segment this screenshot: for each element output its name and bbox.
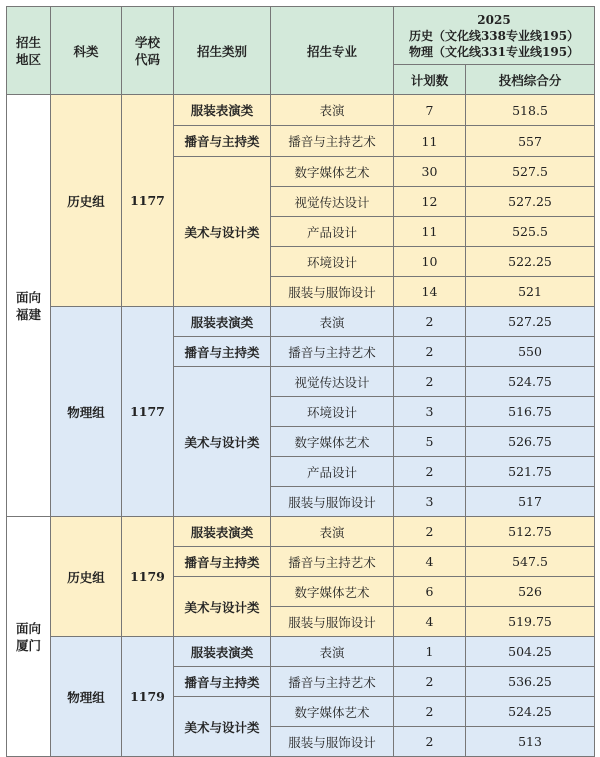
category-cell: 美术与设计类 xyxy=(174,157,271,307)
major-cell: 表演 xyxy=(271,517,394,547)
score-cell: 517 xyxy=(466,487,595,517)
header-score: 投档综合分 xyxy=(466,65,595,95)
header-code: 学校代码 xyxy=(122,7,174,95)
score-cell: 557 xyxy=(466,126,595,157)
category-cell: 播音与主持类 xyxy=(174,337,271,367)
major-cell: 表演 xyxy=(271,95,394,126)
table-row xyxy=(7,517,595,547)
major-cell: 数字媒体艺术 xyxy=(271,427,394,457)
score-cell: 527.5 xyxy=(466,157,595,187)
score-cell: 512.75 xyxy=(466,517,595,547)
major-cell: 数字媒体艺术 xyxy=(271,697,394,727)
category-cell: 播音与主持类 xyxy=(174,126,271,157)
plan-cell: 2 xyxy=(394,727,466,757)
major-cell: 数字媒体艺术 xyxy=(271,577,394,607)
score-cell: 504.25 xyxy=(466,637,595,667)
score-cell: 519.75 xyxy=(466,607,595,637)
score-cell: 526 xyxy=(466,577,595,607)
major-cell: 表演 xyxy=(271,307,394,337)
header-line-history: 历史（文化线338专业线195） xyxy=(408,28,580,43)
header-year: 2025 xyxy=(477,12,511,27)
plan-cell: 2 xyxy=(394,697,466,727)
score-cell: 527.25 xyxy=(466,307,595,337)
score-cell: 524.75 xyxy=(466,367,595,397)
plan-cell: 12 xyxy=(394,187,466,217)
table-row xyxy=(7,307,595,337)
admission-score-table xyxy=(6,6,595,757)
major-cell: 播音与主持艺术 xyxy=(271,667,394,697)
plan-cell: 7 xyxy=(394,95,466,126)
plan-cell: 11 xyxy=(394,217,466,247)
category-cell: 美术与设计类 xyxy=(174,577,271,637)
header-line-physics: 物理（文化线331专业线195） xyxy=(408,44,580,59)
header-category: 招生类别 xyxy=(174,7,271,95)
plan-cell: 2 xyxy=(394,307,466,337)
major-cell: 表演 xyxy=(271,637,394,667)
header-year-cell xyxy=(394,7,595,65)
major-cell: 播音与主持艺术 xyxy=(271,126,394,157)
plan-cell: 2 xyxy=(394,667,466,697)
subject-cell: 物理组 xyxy=(51,637,122,757)
major-cell: 服装与服饰设计 xyxy=(271,487,394,517)
plan-cell: 1 xyxy=(394,637,466,667)
plan-cell: 3 xyxy=(394,487,466,517)
score-cell: 527.25 xyxy=(466,187,595,217)
category-cell: 美术与设计类 xyxy=(174,367,271,517)
plan-cell: 2 xyxy=(394,337,466,367)
major-cell: 服装与服饰设计 xyxy=(271,277,394,307)
score-cell: 521.75 xyxy=(466,457,595,487)
major-cell: 视觉传达设计 xyxy=(271,187,394,217)
region-fujian: 面向福建 xyxy=(7,95,51,517)
plan-cell: 4 xyxy=(394,607,466,637)
major-cell: 播音与主持艺术 xyxy=(271,547,394,577)
subject-cell: 物理组 xyxy=(51,307,122,517)
score-cell: 518.5 xyxy=(466,95,595,126)
category-cell: 美术与设计类 xyxy=(174,697,271,757)
major-cell: 产品设计 xyxy=(271,217,394,247)
plan-cell: 2 xyxy=(394,457,466,487)
subject-cell: 历史组 xyxy=(51,517,122,637)
plan-cell: 30 xyxy=(394,157,466,187)
score-cell: 547.5 xyxy=(466,547,595,577)
plan-cell: 2 xyxy=(394,367,466,397)
major-cell: 服装与服饰设计 xyxy=(271,727,394,757)
header-major: 招生专业 xyxy=(271,7,394,95)
category-cell: 服装表演类 xyxy=(174,637,271,667)
plan-cell: 14 xyxy=(394,277,466,307)
score-cell: 550 xyxy=(466,337,595,367)
score-cell: 526.75 xyxy=(466,427,595,457)
header-region: 招生地区 xyxy=(7,7,51,95)
code-cell: 1177 xyxy=(122,307,174,517)
plan-cell: 11 xyxy=(394,126,466,157)
major-cell: 环境设计 xyxy=(271,397,394,427)
table-row xyxy=(7,95,595,126)
plan-cell: 6 xyxy=(394,577,466,607)
score-cell: 521 xyxy=(466,277,595,307)
major-cell: 产品设计 xyxy=(271,457,394,487)
score-cell: 536.25 xyxy=(466,667,595,697)
category-cell: 服装表演类 xyxy=(174,307,271,337)
major-cell: 数字媒体艺术 xyxy=(271,157,394,187)
plan-cell: 2 xyxy=(394,517,466,547)
score-cell: 516.75 xyxy=(466,397,595,427)
code-cell: 1179 xyxy=(122,637,174,757)
category-cell: 播音与主持类 xyxy=(174,667,271,697)
score-cell: 524.25 xyxy=(466,697,595,727)
plan-cell: 3 xyxy=(394,397,466,427)
region-xiamen: 面向厦门 xyxy=(7,517,51,757)
code-cell: 1177 xyxy=(122,95,174,307)
category-cell: 服装表演类 xyxy=(174,95,271,126)
plan-cell: 10 xyxy=(394,247,466,277)
major-cell: 服装与服饰设计 xyxy=(271,607,394,637)
category-cell: 播音与主持类 xyxy=(174,547,271,577)
plan-cell: 4 xyxy=(394,547,466,577)
plan-cell: 5 xyxy=(394,427,466,457)
category-cell: 服装表演类 xyxy=(174,517,271,547)
major-cell: 视觉传达设计 xyxy=(271,367,394,397)
header-subject: 科类 xyxy=(51,7,122,95)
major-cell: 环境设计 xyxy=(271,247,394,277)
header-plan: 计划数 xyxy=(394,65,466,95)
score-cell: 513 xyxy=(466,727,595,757)
code-cell: 1179 xyxy=(122,517,174,637)
table-row xyxy=(7,637,595,667)
score-cell: 525.5 xyxy=(466,217,595,247)
subject-cell: 历史组 xyxy=(51,95,122,307)
score-cell: 522.25 xyxy=(466,247,595,277)
major-cell: 播音与主持艺术 xyxy=(271,337,394,367)
